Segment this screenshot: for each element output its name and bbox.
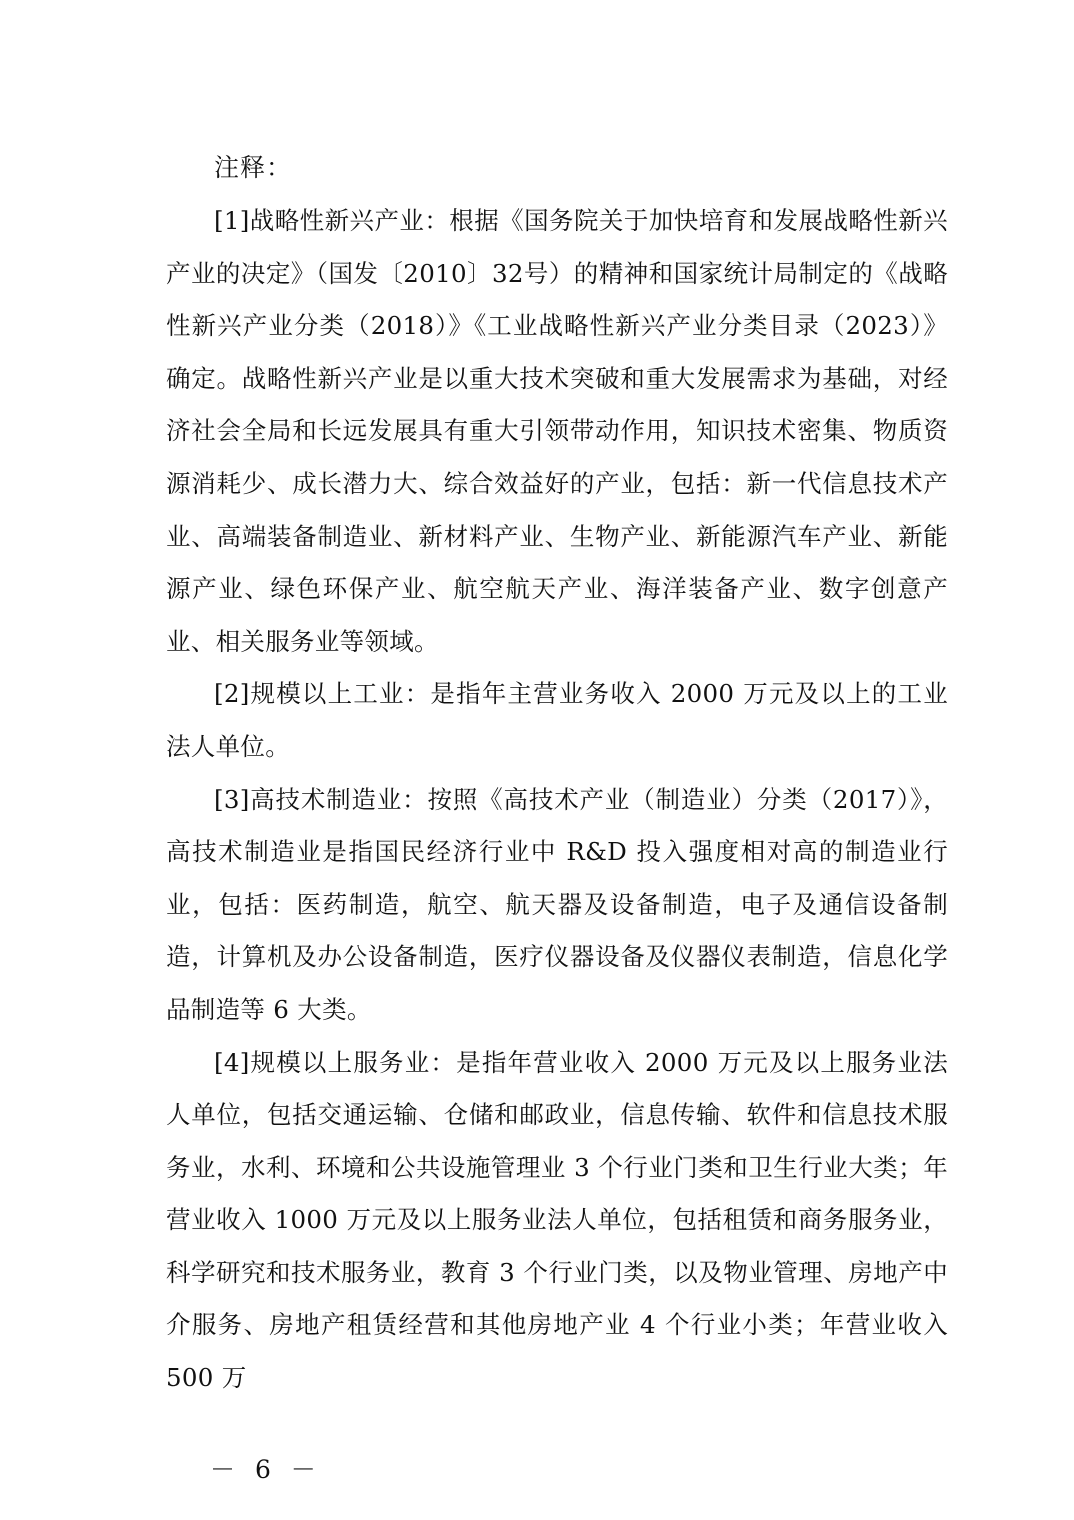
page-number: － 6 －: [210, 1455, 322, 1484]
notes-heading: 注释：: [214, 153, 293, 182]
note-above-scale-industry: [2]规模以上工业：是指年主营业务收入 2000 万元及以上的工业法人单位。: [166, 679, 948, 761]
note-above-scale-services: [4]规模以上服务业：是指年营业收入 2000 万元及以上服务业法人单位，包括交通运输、仓储和邮政业，信息传输、软件和信息技术服务业，水利、环境和公共设施管理业 3 个行业门类和卫生行业大类；年营业收入 1000 万元及以上服务业法人单位，包括租赁和商务服务业，科学研究和技术服务业，教育 3 个行业门类，以及物业管理、房地产中介服务、房地产租赁经营和其他房地产业 4 个行业小类；年营业收入 500 万: [166, 1047, 948, 1393]
note-strategic-emerging-industries: [1]战略性新兴产业：根据《国务院关于加快培育和发展战略性新兴产业的决定》（国发〔2010〕32号）的精神和国家统计局制定的《战略性新兴产业分类（2018）》《工业战略性新兴产业分类目录（2023）》确定。战略性新兴产业是以重大技术突破和重大发展需求为基础，对经济社会全局和长远发展具有重大引领带动作用，知识技术密集、物质资源消耗少、成长潜力大、综合效益好的产业，包括：新一代信息技术产业、高端装备制造业、新材料产业、生物产业、新能源汽车产业、新能源产业、绿色环保产业、航空航天产业、海洋装备产业、数字创意产业、相关服务业等领域。: [166, 206, 948, 656]
note-high-tech-manufacturing: [3]高技术制造业：按照《高技术产业（制造业）分类（2017）》，高技术制造业是指国民经济行业中 R&D 投入强度相对高的制造业行业，包括：医药制造，航空、航天器及设备制造，电子及通信设备制造，计算机及办公设备制造，医疗仪器设备及仪器仪表制造，信息化学品制造等 6 大类。: [166, 784, 948, 1024]
notes-section: [166, 143, 948, 1405]
